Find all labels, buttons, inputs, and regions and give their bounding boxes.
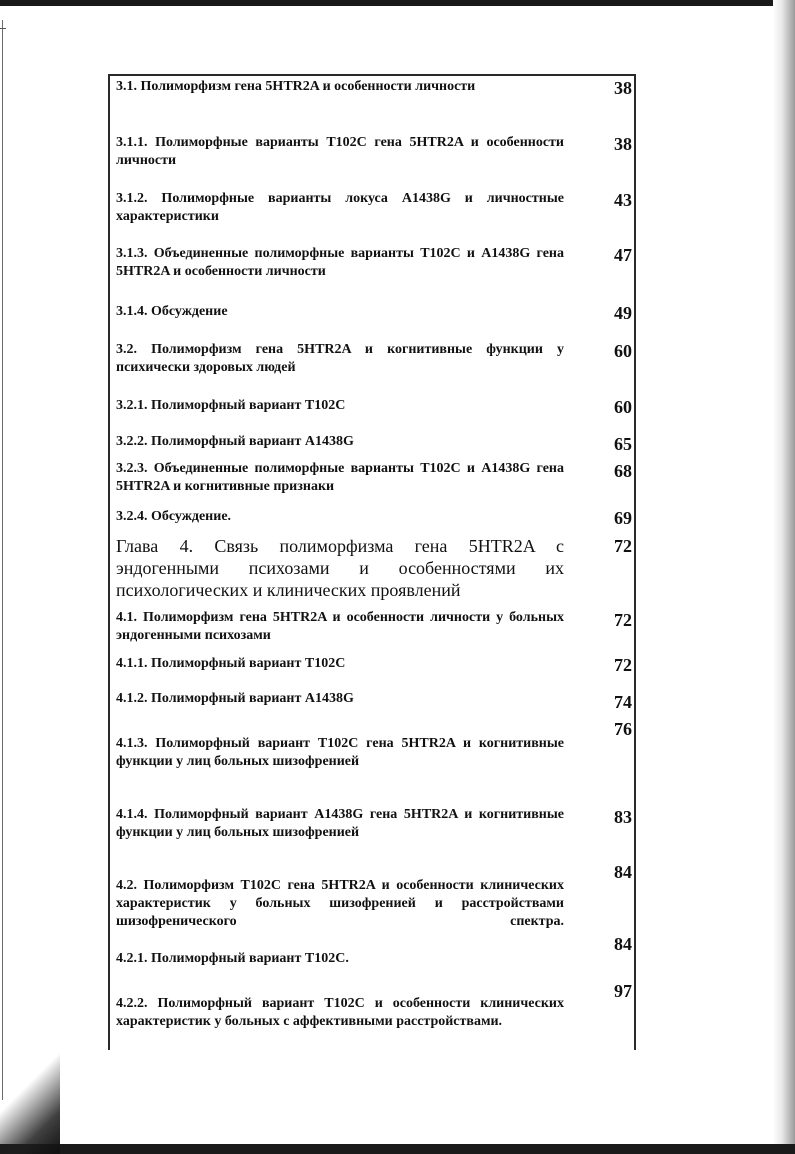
- scan-shadow-right: [773, 0, 795, 1154]
- toc-page-3-1-1: 38: [614, 134, 632, 154]
- toc-entry-chapter-4: Глава 4. Связь полиморфизма гена 5HTR2A с эндогенными психозами и особенностями их психологических и клинических проявлений: [116, 536, 564, 600]
- toc-entry-3-1: 3.1. Полиморфизм гена 5HTR2A и особенности личности: [116, 79, 476, 94]
- scan-edge-left: [2, 20, 3, 1100]
- toc-page-chapter-4: 72: [614, 536, 632, 556]
- toc-page-4-1-2: 74: [614, 692, 632, 712]
- toc-page-3-2-3: 68: [614, 461, 632, 481]
- toc-page-4-2: 84: [614, 862, 632, 882]
- toc-page-3-2-4: 69: [614, 508, 632, 528]
- scan-border-top: [0, 0, 795, 6]
- toc-page-3-1-2: 43: [614, 190, 632, 210]
- scan-border-bottom: [0, 1144, 795, 1154]
- toc-entry-4-1: 4.1. Полиморфизм гена 5HTR2A и особенности личности у больных эндогенными психозами: [116, 610, 564, 643]
- toc-page-4-1-1: 72: [614, 655, 632, 675]
- toc-entry-3-1-3: 3.1.3. Объединенные полиморфные варианты T102C и A1438G гена 5HTR2A и особенности личности: [116, 246, 564, 279]
- toc-entry-4-1-2: 4.1.2. Полиморфный вариант A1438G: [116, 691, 354, 706]
- toc-page-4-1: 72: [614, 610, 632, 630]
- toc-entry-3-2-2: 3.2.2. Полиморфный вариант A1438G: [116, 434, 354, 449]
- toc-entry-3-2-4: 3.2.4. Обсуждение.: [116, 509, 232, 524]
- toc-entry-3-1-4: 3.1.4. Обсуждение: [116, 304, 228, 319]
- toc-entry-4-1-3: 4.1.3. Полиморфный вариант T102C гена 5HTR2A и когнитивные функции у лиц больных шизофренией: [116, 736, 564, 769]
- toc-entry-3-2: 3.2. Полиморфизм гена 5HTR2A и когнитивные функции у психически здоровых людей: [116, 342, 564, 375]
- toc-page-3-1-3: 47: [614, 245, 632, 265]
- toc-page-3-1: 38: [614, 78, 632, 98]
- toc-page-4-1-3: 76: [614, 719, 632, 739]
- toc-entry-4-2-1: 4.2.1. Полиморфный вариант T102C.: [116, 951, 349, 966]
- toc-entry-4-2-2: 4.2.2. Полиморфный вариант T102C и особенности клинических характеристик у больных с аффективными расстройствами.: [116, 996, 564, 1029]
- toc-page-3-2: 60: [614, 341, 632, 361]
- toc-entry-3-2-1: 3.2.1. Полиморфный вариант T102C: [116, 398, 346, 413]
- toc-page-4-2-1: 84: [614, 934, 632, 954]
- toc-page-4-1-4: 83: [614, 807, 632, 827]
- toc-entry-3-2-3: 3.2.3. Объединенные полиморфные варианты T102C и A1438G гена 5HTR2A и когнитивные признаки: [116, 461, 564, 494]
- toc-page-3-1-4: 49: [614, 303, 632, 323]
- toc-page-3-2-2: 65: [614, 434, 632, 454]
- toc-entry-3-1-2: 3.1.2. Полиморфные варианты локуса A1438G и личностные характеристики: [116, 191, 564, 224]
- toc-page-4-2-2: 97: [614, 981, 632, 1001]
- toc-entry-3-1-1: 3.1.1. Полиморфные варианты T102C гена 5HTR2A и особенности личности: [116, 135, 564, 168]
- toc-entry-4-1-1: 4.1.1. Полиморфный вариант T102C: [116, 656, 346, 671]
- toc-entry-4-2: 4.2. Полиморфизм T102C гена 5HTR2A и особенности клинических характеристик у больных шизофренией и расстройствами шизофренического спектра.: [116, 878, 564, 929]
- toc-entry-4-1-4: 4.1.4. Полиморфный вариант A1438G гена 5HTR2A и когнитивные функции у лиц больных шизофренией: [116, 807, 564, 840]
- scan-mark: [0, 28, 6, 29]
- scan-corner-shadow: [0, 1044, 60, 1154]
- toc-page-3-2-1: 60: [614, 397, 632, 417]
